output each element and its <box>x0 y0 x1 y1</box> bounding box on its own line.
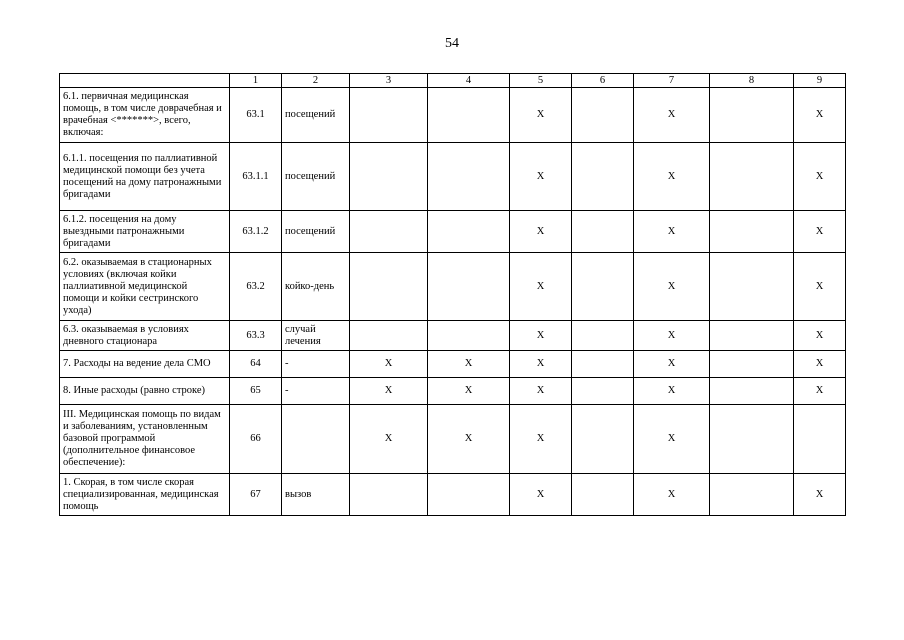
value-cell: X <box>634 351 710 378</box>
row-code-cell: 63.2 <box>230 253 282 321</box>
table-row <box>60 211 846 253</box>
value-cell: X <box>510 88 572 143</box>
value-cell <box>710 474 794 516</box>
value-cell <box>350 321 428 351</box>
row-label-cell: III. Медицинская помощь по видам и заболеваниям, установленным базовой программой (дополнительное финансовое обеспечение): <box>60 405 230 474</box>
row-code-cell: 66 <box>230 405 282 474</box>
row-label-cell: 8. Иные расходы (равно строке) <box>60 378 230 405</box>
header-cell: 2 <box>282 74 350 88</box>
value-cell: X <box>634 321 710 351</box>
value-cell: X <box>794 211 846 253</box>
row-label-cell: 7. Расходы на ведение дела СМО <box>60 351 230 378</box>
value-cell: X <box>794 474 846 516</box>
value-cell <box>710 88 794 143</box>
value-cell: X <box>634 143 710 211</box>
value-cell: X <box>510 321 572 351</box>
value-cell <box>710 405 794 474</box>
unit-cell: - <box>282 378 350 405</box>
value-cell <box>350 143 428 211</box>
row-label-cell: 6.3. оказываемая в условиях дневного стационара <box>60 321 230 351</box>
header-cell: 8 <box>710 74 794 88</box>
value-cell: X <box>794 321 846 351</box>
value-cell: X <box>634 211 710 253</box>
value-cell: X <box>350 351 428 378</box>
value-cell <box>710 253 794 321</box>
value-cell: X <box>428 378 510 405</box>
value-cell <box>428 143 510 211</box>
value-cell <box>572 253 634 321</box>
value-cell: X <box>350 378 428 405</box>
data-table <box>59 73 846 516</box>
value-cell: X <box>634 474 710 516</box>
row-label-cell: 6.1. первичная медицинская помощь, в том числе доврачебная и врачебная <*******>, всего, включая: <box>60 88 230 143</box>
table-row <box>60 378 846 405</box>
value-cell: X <box>510 474 572 516</box>
row-label-cell: 6.2. оказываемая в стационарных условиях (включая койки паллиативной медицинской помощи и койки сестринского ухода) <box>60 253 230 321</box>
value-cell: X <box>794 351 846 378</box>
header-cell: 4 <box>428 74 510 88</box>
value-cell <box>572 351 634 378</box>
value-cell: X <box>510 253 572 321</box>
header-cell: 9 <box>794 74 846 88</box>
unit-cell: посещений <box>282 143 350 211</box>
row-code-cell: 64 <box>230 351 282 378</box>
value-cell: X <box>634 253 710 321</box>
header-cell: 7 <box>634 74 710 88</box>
unit-cell: посещений <box>282 88 350 143</box>
value-cell <box>572 143 634 211</box>
header-cell: 5 <box>510 74 572 88</box>
table-row <box>60 143 846 211</box>
value-cell <box>572 88 634 143</box>
value-cell <box>428 474 510 516</box>
value-cell <box>428 321 510 351</box>
value-cell: X <box>794 253 846 321</box>
value-cell <box>710 211 794 253</box>
table-header-row <box>60 74 846 88</box>
row-label-cell: 1. Скорая, в том числе скорая специализированная, медицинская помощь <box>60 474 230 516</box>
row-label-cell: 6.1.1. посещения по паллиативной медицинской помощи без учета посещений на дому патронажными бригадами <box>60 143 230 211</box>
value-cell <box>350 474 428 516</box>
value-cell <box>572 211 634 253</box>
row-code-cell: 65 <box>230 378 282 405</box>
value-cell: X <box>510 211 572 253</box>
value-cell <box>572 378 634 405</box>
value-cell: X <box>794 143 846 211</box>
table-row <box>60 474 846 516</box>
row-code-cell: 63.1.1 <box>230 143 282 211</box>
value-cell: X <box>634 88 710 143</box>
header-cell: 6 <box>572 74 634 88</box>
value-cell <box>710 351 794 378</box>
unit-cell: посещений <box>282 211 350 253</box>
table-row <box>60 253 846 321</box>
row-label-cell: 6.1.2. посещения на дому выездными патронажными бригадами <box>60 211 230 253</box>
header-cell: 1 <box>230 74 282 88</box>
value-cell <box>350 253 428 321</box>
value-cell <box>794 405 846 474</box>
page-number: 54 <box>445 36 459 51</box>
value-cell <box>710 143 794 211</box>
row-code-cell: 63.1.2 <box>230 211 282 253</box>
value-cell: X <box>350 405 428 474</box>
value-cell <box>428 211 510 253</box>
value-cell <box>428 88 510 143</box>
value-cell <box>572 321 634 351</box>
value-cell: X <box>428 351 510 378</box>
value-cell: X <box>794 378 846 405</box>
value-cell: X <box>510 405 572 474</box>
value-cell: X <box>794 88 846 143</box>
table-row <box>60 405 846 474</box>
value-cell: X <box>510 378 572 405</box>
value-cell: X <box>510 351 572 378</box>
value-cell: X <box>510 143 572 211</box>
value-cell <box>428 253 510 321</box>
header-cell: 3 <box>350 74 428 88</box>
table-row <box>60 88 846 143</box>
unit-cell <box>282 405 350 474</box>
value-cell <box>572 405 634 474</box>
row-code-cell: 63.3 <box>230 321 282 351</box>
value-cell <box>350 211 428 253</box>
value-cell: X <box>428 405 510 474</box>
table-body <box>60 74 846 516</box>
row-code-cell: 63.1 <box>230 88 282 143</box>
table-row <box>60 351 846 378</box>
value-cell: X <box>634 378 710 405</box>
unit-cell: случай лечения <box>282 321 350 351</box>
table-row <box>60 321 846 351</box>
value-cell: X <box>634 405 710 474</box>
value-cell <box>710 378 794 405</box>
value-cell <box>572 474 634 516</box>
unit-cell: вызов <box>282 474 350 516</box>
row-code-cell: 67 <box>230 474 282 516</box>
value-cell <box>350 88 428 143</box>
unit-cell: - <box>282 351 350 378</box>
header-cell <box>60 74 230 88</box>
value-cell <box>710 321 794 351</box>
unit-cell: койко-день <box>282 253 350 321</box>
